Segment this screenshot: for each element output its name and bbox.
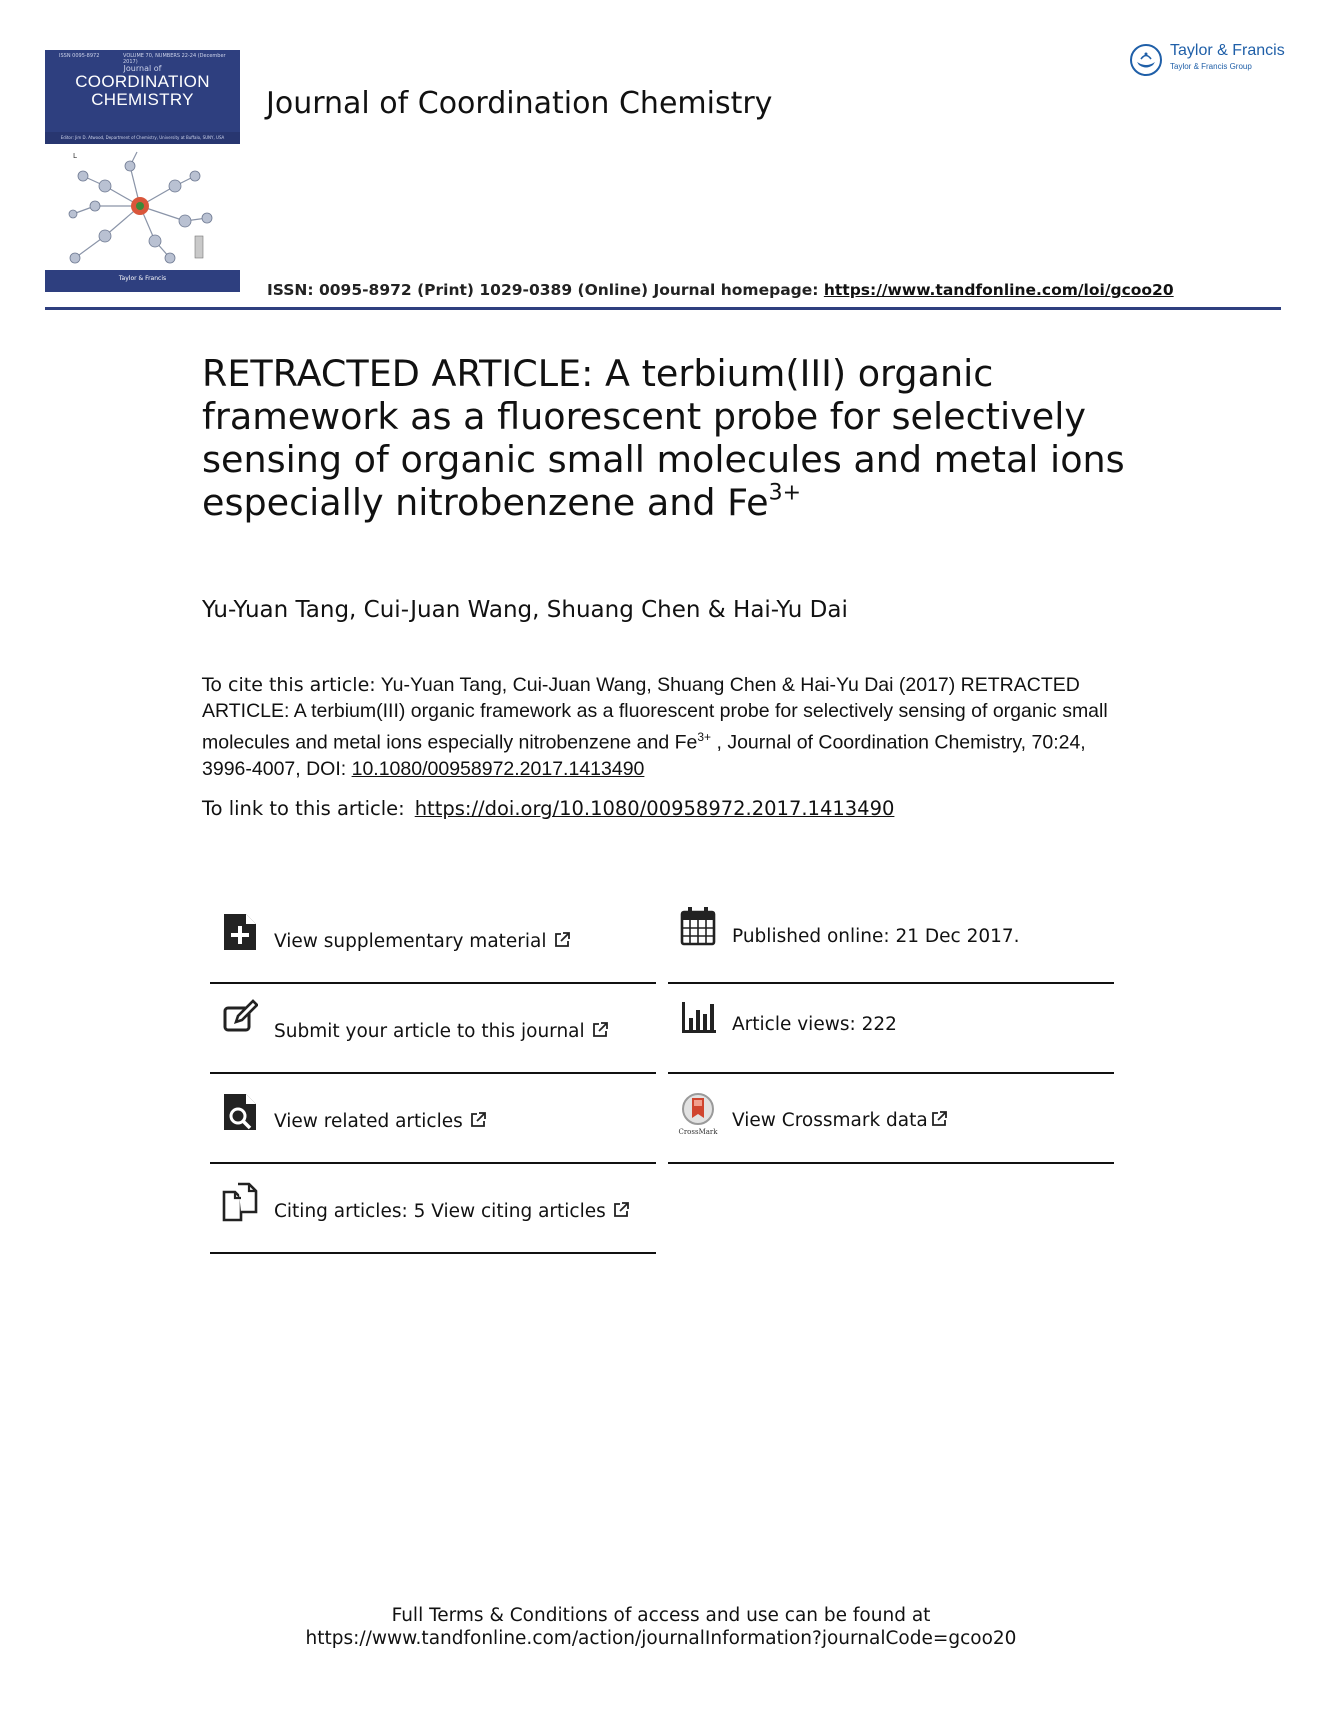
published-label: Published online: 21 Dec 2017. — [732, 926, 1020, 947]
footer — [0, 1604, 1322, 1650]
crossmark-caption: CrossMark — [678, 1128, 718, 1136]
cover-editor: Editor: Jim D. Atwood, Department of Chemistry, University at Buffalo, SUNY, USA — [60, 135, 225, 140]
published-date — [668, 894, 1114, 984]
journal-cover — [45, 50, 240, 292]
crossmark-link[interactable] — [668, 1074, 1114, 1164]
external-link-icon — [553, 931, 571, 949]
article-doi-url[interactable]: https://doi.org/10.1080/00958972.2017.1413490 — [414, 797, 895, 820]
publisher-name: Taylor & Francis — [1170, 42, 1285, 59]
issn-line — [267, 281, 1174, 299]
link-label: To link to this article: — [202, 797, 405, 820]
article-link-line — [202, 797, 894, 820]
molecule-illustration — [45, 146, 240, 268]
bar-chart-icon — [680, 998, 716, 1038]
cover-editor-strip — [45, 132, 240, 144]
external-link-icon — [591, 1021, 609, 1039]
citation-doi-link[interactable]: 10.1080/00958972.2017.1413490 — [351, 757, 645, 780]
divider — [668, 1162, 1114, 1164]
file-plus-icon — [222, 912, 258, 952]
article-title — [202, 352, 1162, 524]
citation-text-2: , Journal of Coordination Chemistry, 70:24, 3996-4007, DOI: — [202, 731, 1086, 780]
header-divider — [45, 307, 1281, 310]
cover-header-band — [45, 50, 240, 132]
citation-superscript: 3+ — [697, 730, 712, 744]
svg-text:L: L — [73, 152, 77, 160]
citing-articles-link[interactable] — [210, 1164, 656, 1254]
authors: Yu-Yuan Tang, Cui-Juan Wang, Shuang Chen & Hai-Yu Dai — [202, 597, 848, 623]
supplementary-label: View supplementary material — [274, 931, 547, 952]
submit-article-link[interactable] — [210, 984, 656, 1074]
crossmark-icon — [678, 1092, 718, 1136]
cover-journal-of: Journal of — [123, 64, 162, 73]
cover-issn: ISSN 0095-8972 — [59, 53, 100, 59]
supplementary-material-link[interactable] — [210, 894, 656, 984]
edit-icon — [222, 998, 258, 1038]
journal-title: Journal of Coordination Chemistry — [266, 86, 773, 121]
related-articles-link[interactable] — [210, 1074, 656, 1164]
crossmark-label: View Crossmark data — [732, 1110, 928, 1131]
citation-block — [202, 672, 1122, 782]
article-title-text: RETRACTED ARTICLE: A terbium(III) organic framework as a fluorescent probe for selectively sensing of organic small molecules and metal ions especially nitrobenzene and Fe — [202, 352, 1125, 524]
submit-label: Submit your article to this journal — [274, 1021, 585, 1042]
cover-footer-band — [45, 270, 240, 292]
cover-volume: VOLUME 70, NUMBERS 22-24 (December 2017) — [123, 53, 226, 65]
article-views — [668, 984, 1114, 1074]
publisher-group: Taylor & Francis Group — [1170, 62, 1252, 71]
footer-url[interactable]: https://www.tandfonline.com/action/journalInformation?journalCode=gcoo20 — [305, 1628, 1017, 1649]
views-label: Article views: 222 — [732, 1014, 897, 1035]
issn-text: ISSN: 0095-8972 (Print) 1029-0389 (Online) Journal homepage: — [267, 281, 824, 299]
divider — [210, 1252, 656, 1254]
article-title-superscript: 3+ — [768, 480, 802, 506]
external-link-icon — [612, 1201, 630, 1219]
external-link-icon — [930, 1110, 948, 1128]
citing-label: Citing articles: 5 View citing articles — [274, 1201, 606, 1222]
external-link-icon — [469, 1111, 487, 1129]
footer-terms: Full Terms & Conditions of access and use can be found at — [391, 1605, 931, 1626]
copy-documents-icon — [222, 1182, 258, 1222]
publisher-logo-icon — [1128, 42, 1164, 78]
citation-label: To cite this article: — [202, 674, 376, 696]
cover-publisher: Taylor & Francis — [118, 275, 167, 282]
calendar-icon — [680, 906, 716, 946]
search-document-icon — [222, 1092, 258, 1132]
citation-text: Yu-Yuan Tang, Cui-Juan Wang, Shuang Chen & Hai-Yu Dai (2017) RETRACTED ARTICLE: A terbium(III) organic framework as a fluorescent probe for selectively sensing of organic small molecules and metal ions especially nitrobenzene and Fe — [202, 674, 1108, 754]
journal-homepage-link[interactable]: https://www.tandfonline.com/loi/gcoo20 — [823, 281, 1174, 299]
related-label: View related articles — [274, 1111, 463, 1132]
cover-title-line1: COORDINATION — [75, 72, 210, 91]
cover-title-line2: CHEMISTRY — [91, 90, 194, 109]
